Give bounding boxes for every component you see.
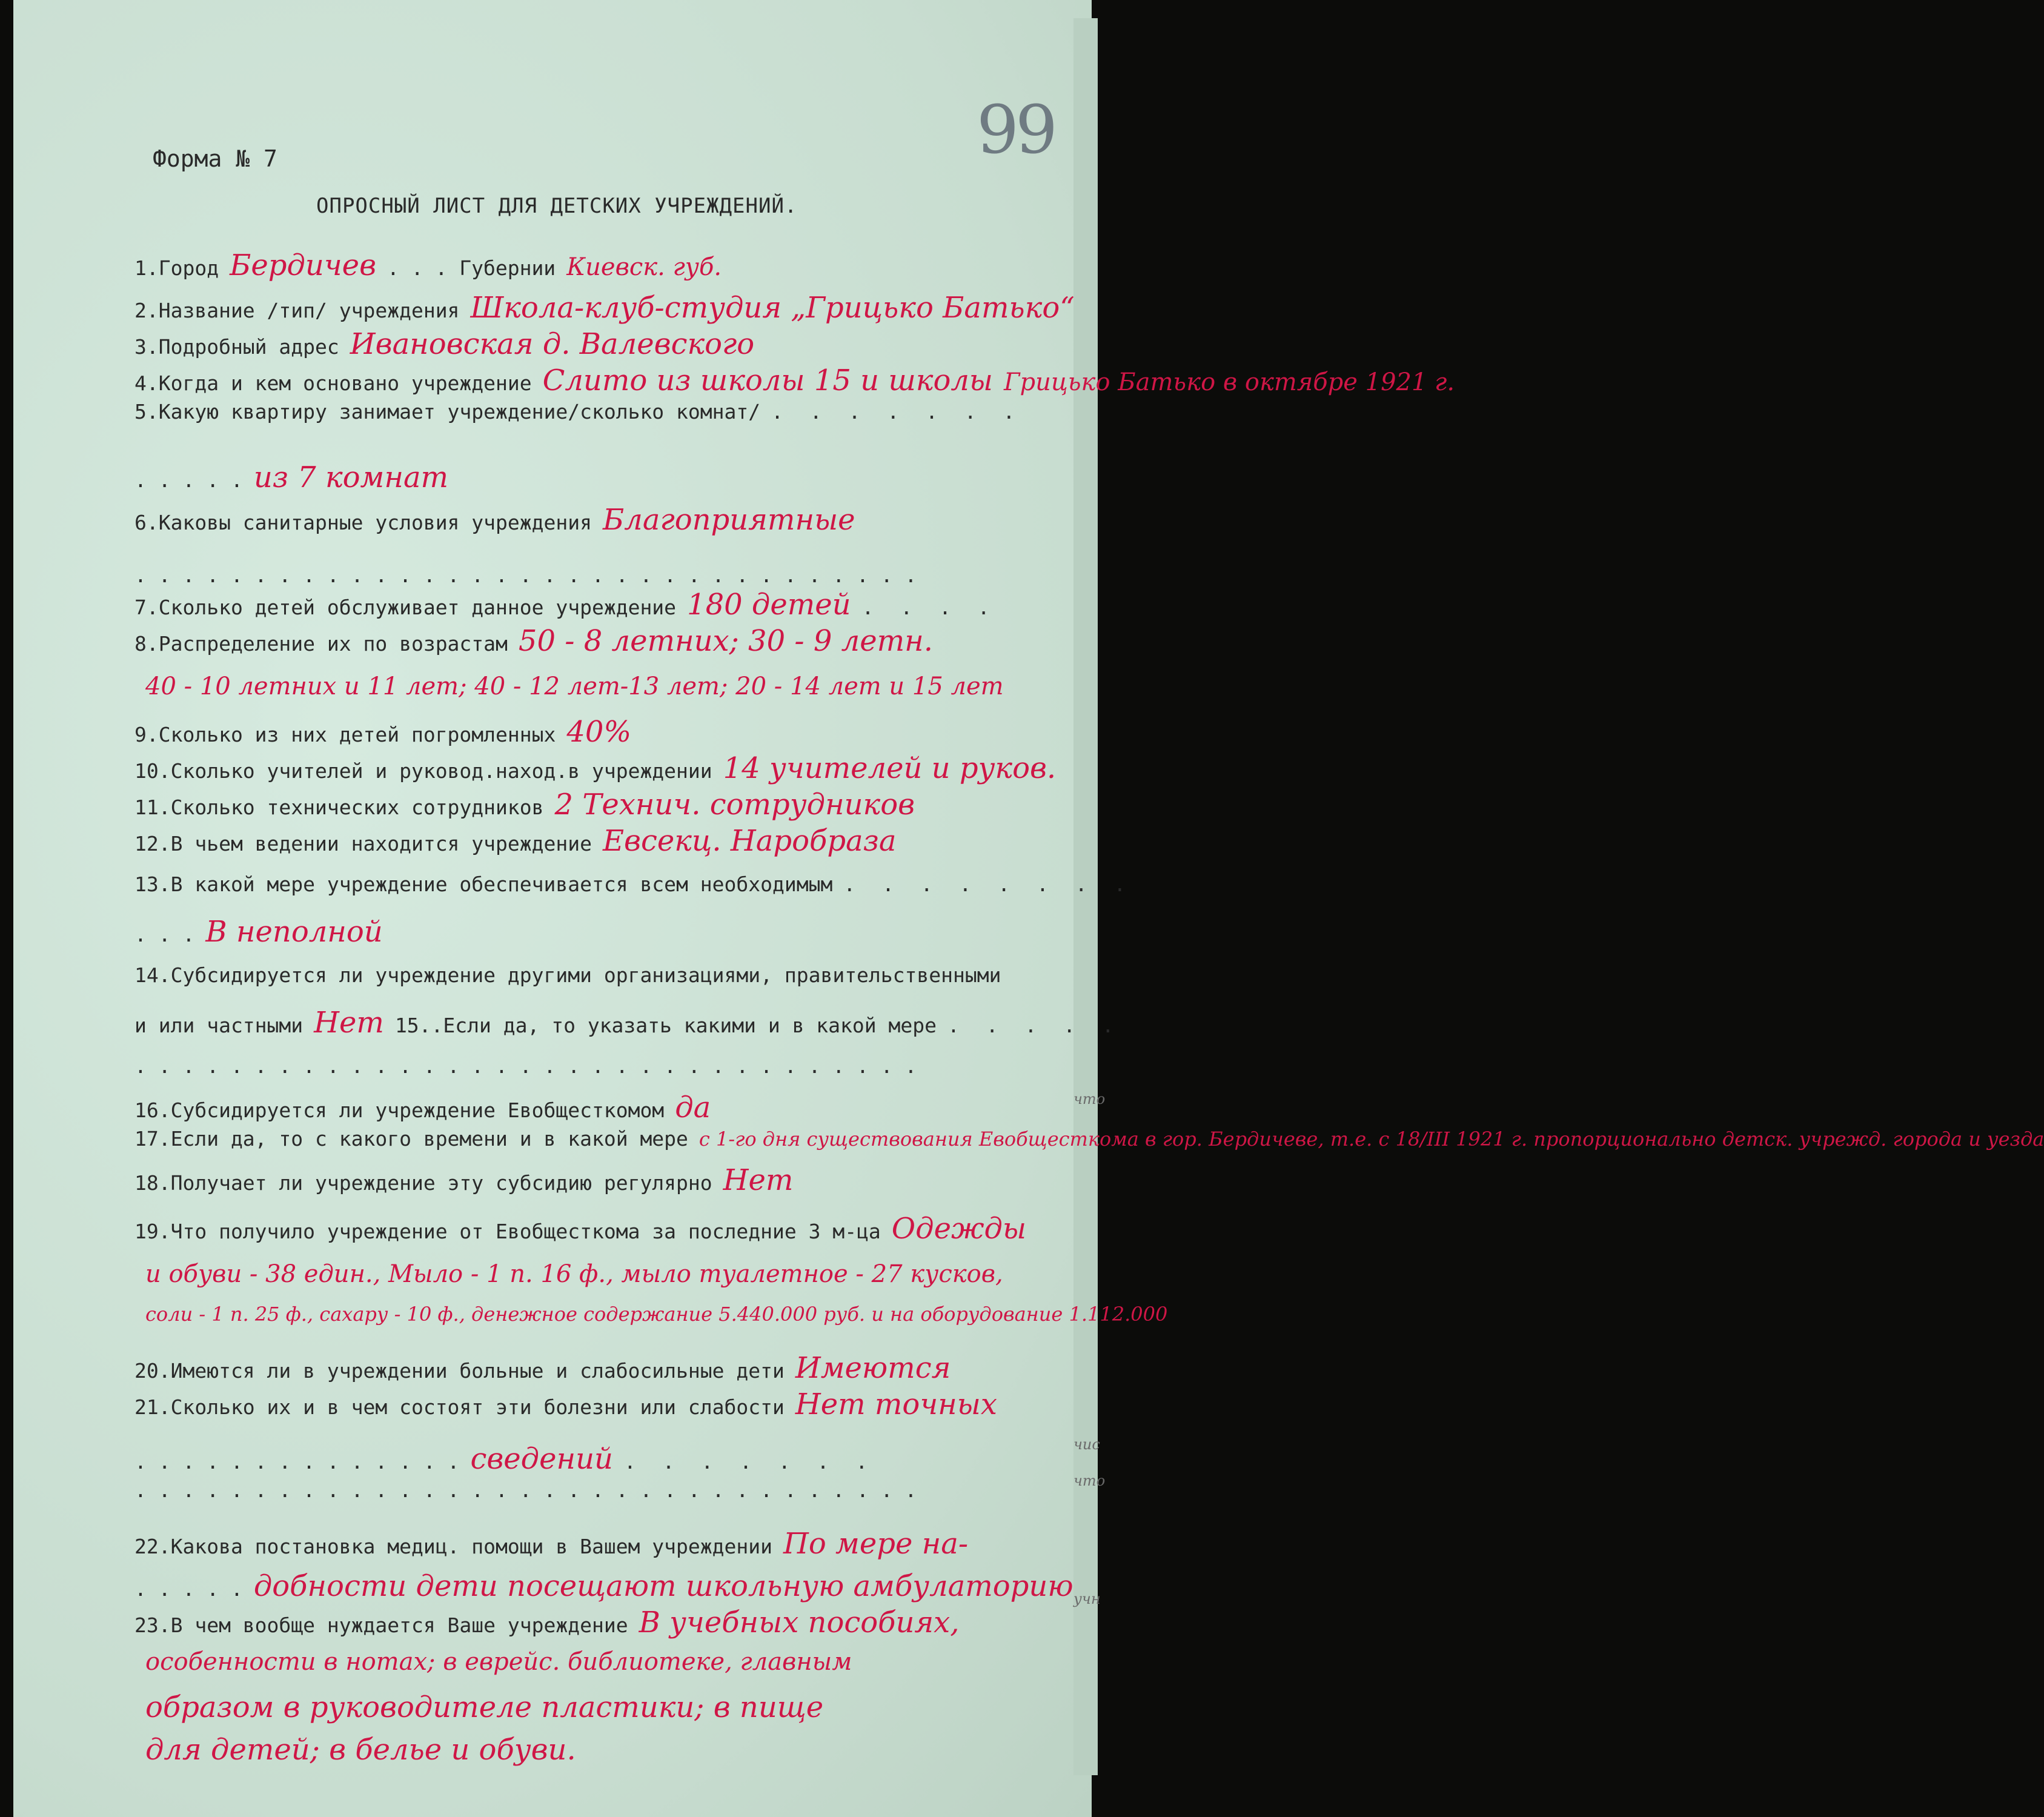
question-label: . . . xyxy=(134,923,195,946)
question-label: 2.Название /тип/ учреждения xyxy=(134,299,460,322)
handwritten-answer: Грицько Батько в октябре 1921 г. xyxy=(1004,368,1455,396)
question-label: 17.Если да, то с какого времени и в какой мере xyxy=(134,1127,688,1151)
form-number: Форма № 7 xyxy=(153,145,277,172)
question-label: и или частными xyxy=(134,1014,304,1037)
question-label: . . . . . . . . . . . . . . . . . . . . . . . . . . . . . . . . . xyxy=(134,563,917,587)
form-row xyxy=(134,872,1133,896)
question-label: 6.Каковы санитарные условия учреждения xyxy=(134,511,592,534)
question-label: 9.Сколько из них детей погромленных xyxy=(134,723,556,746)
form-row xyxy=(134,1351,1080,1385)
handwritten-answer: 2 Технич. сотрудников xyxy=(554,788,915,822)
form-row xyxy=(134,715,1080,749)
question-label: 3.Подробный адрес xyxy=(134,335,339,359)
handwritten-answer: 180 детей xyxy=(687,588,851,622)
question-label: 11.Сколько технических сотрудников xyxy=(134,796,544,819)
margin-note: что xyxy=(1073,1091,1106,1108)
margin-note: что xyxy=(1073,1472,1106,1489)
handwritten-answer: Киевск. губ. xyxy=(566,253,722,281)
form-row xyxy=(134,1091,1080,1124)
document-sheet xyxy=(13,0,2044,1817)
question-label: 23.В чем вообще нуждается Ваше учреждение xyxy=(134,1613,628,1637)
form-row xyxy=(134,1006,1121,1040)
document-title: ОПРОСНЫЙ ЛИСТ ДЛЯ ДЕТСКИХ УЧРЕЖДЕНИЙ. xyxy=(316,194,798,218)
question-label: 7.Сколько детей обслуживает данное учреждение xyxy=(134,596,677,619)
question-label: 4.Когда и кем основано учреждение xyxy=(134,371,532,395)
margin-note: чис xyxy=(1073,1436,1100,1453)
dot-leader: . . . . . . . xyxy=(771,400,1023,424)
question-label: 18.Получает ли учреждение эту субсидию регулярно xyxy=(134,1171,712,1195)
handwritten-answer: Нет xyxy=(723,1163,794,1197)
handwritten-answer: Школа-клуб-студия „Грицько Батько“ xyxy=(470,291,1075,325)
question-label: 12.В чьем ведении находится учреждение xyxy=(134,832,592,855)
handwritten-answer: особенности в нотах; в еврейс. библиотеке, главным xyxy=(145,1648,852,1676)
handwritten-answer: Нет точных xyxy=(795,1387,997,1421)
question-label: 21.Сколько их и в чем состоят эти болезни или слабости xyxy=(134,1395,785,1419)
question-label: 20.Имеются ли в учреждении больные и слабосильные дети xyxy=(134,1359,785,1383)
form-row xyxy=(134,1260,1080,1288)
handwritten-answer: сведений xyxy=(470,1442,613,1476)
handwritten-answer: да xyxy=(675,1091,711,1124)
handwritten-answer: 14 учителей и руков. xyxy=(723,751,1057,785)
form-row xyxy=(134,963,1080,987)
question-label: . . . . . . . . . . . . . . . . . . . . . . . . . . . . . . . . . xyxy=(134,1478,917,1502)
handwritten-answer: Ивановская д. Валевского xyxy=(350,327,755,361)
form-row xyxy=(134,503,1080,537)
question-label: . . . . . xyxy=(134,468,243,492)
form-row xyxy=(134,291,1080,325)
handwritten-answer: По мере на- xyxy=(783,1527,969,1561)
handwritten-answer: с 1-го дня существования Евобщесткома в гор. Бердичеве, т.е. с 18/III 1921 г. пропорционально детск. учрежд. города и уезда xyxy=(698,1128,2044,1151)
handwritten-answer: Имеются xyxy=(795,1351,951,1385)
question-label: . . . . . . . . . . . . . . . . . . . . . . . . . . . . . . . . . xyxy=(134,1054,917,1078)
form-row xyxy=(134,824,1080,858)
form-row xyxy=(134,364,1455,397)
form-row xyxy=(134,1442,1080,1476)
margin-note: учн xyxy=(1073,1590,1101,1607)
handwritten-answer: из 7 комнат xyxy=(253,460,449,494)
form-row xyxy=(134,1163,1080,1197)
question-label: 1.Город xyxy=(134,256,219,280)
question-label: 10.Сколько учителей и руковод.наход.в учреждении xyxy=(134,759,712,783)
form-row xyxy=(134,400,1080,424)
form-row xyxy=(134,1648,1080,1676)
question-label: 5.Какую квартиру занимает учреждение/сколько комнат/ xyxy=(134,400,761,424)
form-row xyxy=(134,1733,1080,1767)
handwritten-answer: образом в руководителе пластики; в пище xyxy=(145,1690,824,1724)
dot-leader: . . . . xyxy=(861,596,997,619)
handwritten-answer: добности дети посещают школьную амбулаторию xyxy=(253,1569,1073,1603)
form-row xyxy=(134,788,1080,822)
handwritten-answer: 50 - 8 летних; 30 - 9 летн. xyxy=(518,624,933,658)
question-label: 15..Если да, то указать какими и в какой мере xyxy=(394,1014,937,1037)
form-row xyxy=(134,563,1080,587)
question-label: 19.Что получило учреждение от Евобщесткома за последние 3 м-ца xyxy=(134,1220,881,1243)
form-row xyxy=(134,1606,1080,1639)
form-row xyxy=(134,1527,1080,1561)
form-row xyxy=(134,1303,1168,1326)
handwritten-answer: Слито из школы 15 и школы xyxy=(542,364,994,397)
dot-leader: . . . . . . . xyxy=(623,1450,875,1473)
question-label: 22.Какова постановка медиц. помощи в Вашем учреждении xyxy=(134,1535,772,1558)
form-row xyxy=(134,915,1080,949)
handwritten-answer: Благоприятные xyxy=(602,503,855,537)
question-label: . . . . . xyxy=(134,1577,243,1601)
handwritten-answer: 40% xyxy=(566,715,632,749)
form-row xyxy=(134,248,1080,282)
question-label: 16.Субсидируется ли учреждение Евобщесткомом xyxy=(134,1098,665,1122)
form-row xyxy=(134,1387,1080,1421)
form-row xyxy=(134,460,1080,494)
form-row xyxy=(134,1127,2044,1151)
handwritten-answer: для детей; в белье и обуви. xyxy=(145,1733,576,1767)
form-row xyxy=(134,673,1080,700)
handwritten-answer: Одежды xyxy=(891,1212,1027,1246)
form-row xyxy=(134,1212,1080,1246)
form-row xyxy=(134,1478,1080,1502)
handwritten-answer: соли - 1 п. 25 ф., сахару - 10 ф., денежное содержание 5.440.000 руб. и на оборудование 1.112.000 xyxy=(145,1303,1168,1326)
handwritten-answer: В неполной xyxy=(205,915,383,949)
handwritten-answer: 40 - 10 летних и 11 лет; 40 - 12 лет-13 лет; 20 - 14 лет и 15 лет xyxy=(145,673,1004,700)
form-row xyxy=(134,1690,1080,1724)
handwritten-answer: Нет xyxy=(314,1006,384,1040)
handwritten-answer: Евсекц. Наробраза xyxy=(602,824,897,858)
question-label: 14.Субсидируется ли учреждение другими организациями, правительственными xyxy=(134,963,1001,987)
form-row xyxy=(134,588,1080,622)
page-number: 99 xyxy=(977,91,1054,168)
question-label: 13.В какой мере учреждение обеспечивается всем необходимым xyxy=(134,872,833,896)
form-row xyxy=(134,1569,1080,1603)
question-label: 8.Распределение их по возрастам xyxy=(134,632,508,656)
dot-leader: . . . . . . . . xyxy=(843,872,1133,896)
handwritten-answer: В учебных пособиях, xyxy=(639,1606,960,1639)
question-label: . . . Губернии xyxy=(387,256,556,280)
dot-leader: . . . . . xyxy=(947,1014,1121,1037)
handwritten-answer: Бердичев xyxy=(230,248,377,282)
form-row xyxy=(134,327,1080,361)
handwritten-answer: и обуви - 38 един., Мыло - 1 п. 16 ф., мыло туалетное - 27 кусков, xyxy=(145,1260,1003,1288)
question-label: . . . . . . . . . . . . . . xyxy=(134,1450,460,1473)
form-row xyxy=(134,1054,1080,1078)
form-row xyxy=(134,751,1080,785)
form-row xyxy=(134,624,1080,658)
